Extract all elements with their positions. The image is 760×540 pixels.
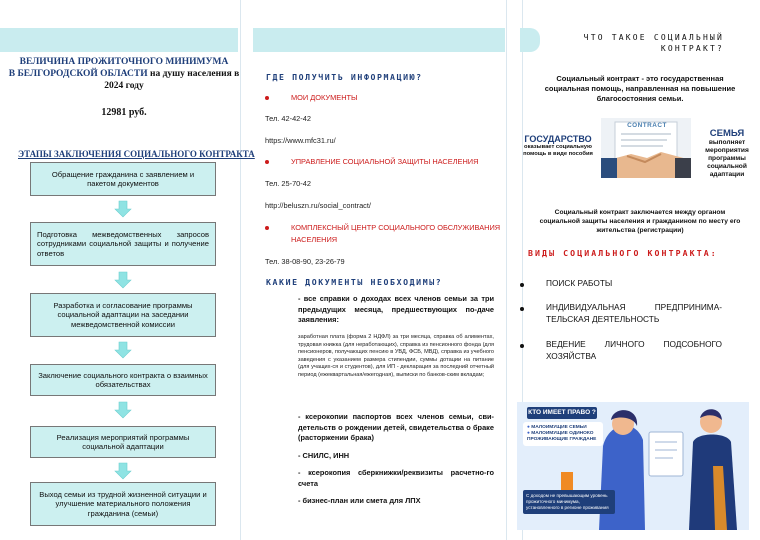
doc-item: - СНИЛС, ИНН	[298, 451, 350, 460]
bullet-icon	[520, 307, 524, 311]
fold-line	[506, 0, 507, 540]
bullet-icon	[520, 344, 524, 348]
down-arrow-icon	[114, 200, 132, 218]
doc-detail: заработная плата (форма 2 НДФЛ) за три месяца, справка об алиментах, трудовая книжка (для неработающих), справка из пенсионного фонда (для пенсионеров, получающих пенсию в УВД, ФСБ, МВД), справка из учебного заведения с указанием размера стипендии, суммы дотации на питание (для учащих-ся и студентов), для ИП - декларация за последний отчетный период (ежеквартальная/ежегодная), выписки по банков-ским вкладам;	[298, 334, 494, 378]
bullet-icon	[265, 160, 269, 164]
doc-item: - ксерокопия сберкнижки/реквизиты расчетно-го счета	[298, 468, 494, 488]
definition-text: Социальный контракт - это государственная социальная помощь, направленная на повышение благосостояния семьи.	[544, 74, 736, 103]
header-tab	[520, 28, 540, 52]
government-title: ГОСУДАРСТВО	[524, 134, 592, 144]
contract-word: CONTRACT	[627, 122, 667, 129]
family-title: СЕМЬЯ	[709, 128, 745, 139]
doc-item: - ксерокопии паспортов всех членов семьи, сви-детельств о рождении детей, свидетельства о браке (расторжении брака)	[298, 412, 494, 443]
types-header: ВИДЫ СОЦИАЛЬНОГО КОНТРАКТА:	[528, 248, 718, 258]
org-phone: Тел. 25-70-42	[265, 179, 311, 188]
subsistence-sum: 12981 руб.	[101, 107, 147, 118]
top-band	[253, 28, 505, 52]
who-title: КТО ИМЕЕТ ПРАВО ?	[527, 407, 597, 419]
step-box: Выход семьи из трудной жизненной ситуации и улучшение материального положения гражданина (семьи)	[30, 482, 216, 526]
org-phone: Тел. 42-42-42	[265, 114, 311, 123]
what-is-header: ЧТО ТАКОЕ СОЦИАЛЬНЫЙ КОНТРАКТ?	[583, 33, 724, 53]
top-band	[0, 28, 238, 52]
down-arrow-icon	[114, 271, 132, 289]
family-block	[697, 128, 757, 179]
org-phone: Тел. 38-08-90, 23-26-79	[265, 257, 345, 266]
bullet-icon	[265, 226, 269, 230]
down-arrow-icon	[114, 341, 132, 359]
org-link[interactable]: http://beluszn.ru/social_contract/	[265, 201, 371, 210]
down-arrow-icon	[114, 401, 132, 419]
doc-item: - все справки о доходах всех членов семьи за три предыдущих месяца, предшествующих по-даче заявления:	[298, 294, 494, 325]
who-list: ● МАЛОИМУЩИЕ СЕМЬИ ● МАЛОИМУЩИЕ ОДИНОКО ПРОЖИВАЮЩИЕ ГРАЖДАНЕ	[523, 422, 603, 446]
step-box: Подготовка межведомственных запросов сотрудниками социальной защиты и получение ответов	[30, 222, 216, 266]
step-box: Реализация мероприятий программы социальной адаптации	[30, 426, 216, 458]
docs-header: КАКИЕ ДОКУМЕНТЫ НЕОБХОДИМЫ?	[266, 277, 443, 287]
government-text: оказывает социальную помощь в виде пособия	[523, 144, 593, 157]
down-arrow-icon	[114, 462, 132, 480]
org-name: МОИ ДОКУМЕНТЫ	[291, 93, 358, 102]
contract-type-item: ПОИСК РАБОТЫ	[546, 278, 613, 288]
org-name: КОМПЛЕКСНЫЙ ЦЕНТР СОЦИАЛЬНОГО ОБСЛУЖИВАНИЯ НАСЕЛЕНИЯ	[291, 223, 501, 244]
stages-title: ЭТАПЫ ЗАКЛЮЧЕНИЯ СОЦИАЛЬНОГО КОНТРАКТА	[18, 149, 255, 159]
check-icon: ●	[527, 431, 532, 436]
bullet-icon	[520, 283, 524, 287]
step-box: Обращение гражданина с заявлением и пакетом документов	[30, 162, 216, 196]
org-name: УПРАВЛЕНИЕ СОЦИАЛЬНОЙ ЗАЩИТЫ НАСЕЛЕНИЯ	[291, 157, 479, 166]
org-link[interactable]: https://www.mfc31.ru/	[265, 136, 336, 145]
doc-item: - бизнес-план или смета для ЛПХ	[298, 496, 421, 505]
step-box: Разработка и согласование программы социальной адаптации на заседании межведомственной комиссии	[30, 293, 216, 337]
check-icon: ●	[527, 425, 532, 430]
eligibility-illustration	[517, 402, 749, 530]
bullet-icon	[265, 96, 269, 100]
family-text: выполняет мероприятия программы социальной адаптации	[705, 139, 749, 178]
step-box: Заключение социального контракта о взаимных обязательствах	[30, 364, 216, 396]
subsistence-title: ВЕЛИЧИНА ПРОЖИТОЧНОГО МИНИМУМА В БЕЛГОРОДСКОЙ ОБЛАСТИ на душу населения в 2024 году	[8, 57, 240, 91]
contract-parties-text: Социальный контракт заключается между органом социальной защиты населения и гражданином по месту его жительства (регистрации)	[539, 209, 741, 234]
contract-type-item: ВЕДЕНИЕ ЛИЧНОГО ПОДСОБНОГО ХОЗЯЙСТВА	[546, 339, 722, 361]
government-block	[523, 134, 593, 158]
income-note: С доходом не превышающим уровень прожиточного минимума, установленного в регионе проживания	[523, 490, 615, 514]
info-header: ГДЕ ПОЛУЧИТЬ ИНФОРМАЦИЮ?	[266, 72, 423, 82]
contract-type-item: ИНДИВИДУАЛЬНАЯ ПРЕДПРИНИМА-ТЕЛЬСКАЯ ДЕЯТЕЛЬНОСТЬ	[546, 302, 722, 324]
